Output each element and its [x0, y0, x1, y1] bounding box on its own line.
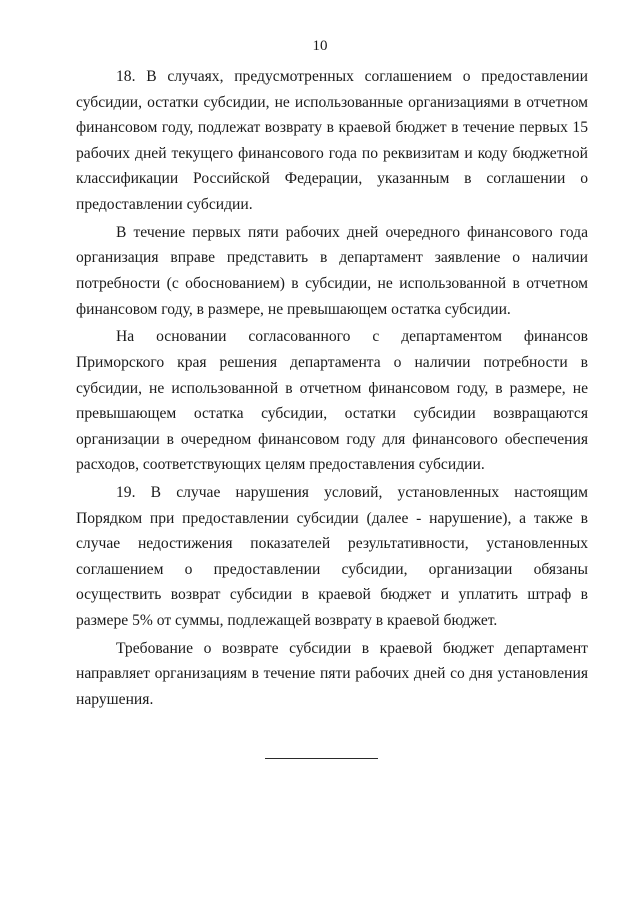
paragraph-need-application: В течение первых пяти рабочих дней очередного финансового года организация вправе представить в департамент заявление о наличии потребности (с обоснованием) в субсидии, не использованной в отчетном финансовом году, в размере, не превышающем остатка субсидии.	[76, 223, 588, 318]
paragraph-18-return-of-unused-subsidy: 18. В случаях, предусмотренных соглашением о предоставлении субсидии, остатки субсидии, не использованные организациями в отчетном финансовом году, подлежат возврату в краевой бюджет в течение первых 15 рабочих дней текущего финансового года по реквизитам и коду бюджетной классификации Российской Федерации, указанным в соглашении о предоставлении субсидии.	[76, 68, 588, 213]
paragraph-decision-return: На основании согласованного с департаментом финансов Приморского края решения департамента о наличии потребности в субсидии, не использованной в отчетном финансовом году, в размере, не превышающем остатка субсидии, остатки субсидии возвращаются организации в очередном финансовом году для финансового обеспечения расходов, соответствующих целям предоставления субсидии.	[76, 328, 588, 474]
paragraph-return-demand: Требование о возврате субсидии в краевой бюджет департамент направляет организациям в течение пяти рабочих дней со дня установления нарушения.	[76, 639, 588, 708]
end-divider-line	[265, 758, 378, 759]
page-number: 10	[312, 38, 328, 54]
document-body	[76, 64, 588, 715]
paragraph-19-violation-penalty: 19. В случае нарушения условий, установленных настоящим Порядком при предоставлении субсидии (далее - нарушение), а также в случае недостижения показателей результативности, установленных соглашением о предоставлении субсидии, организации обязаны осуществить возврат субсидии в краевой бюджет и уплатить штраф в размере 5% от суммы, подлежащей возврату в краевой бюджет.	[76, 484, 588, 630]
